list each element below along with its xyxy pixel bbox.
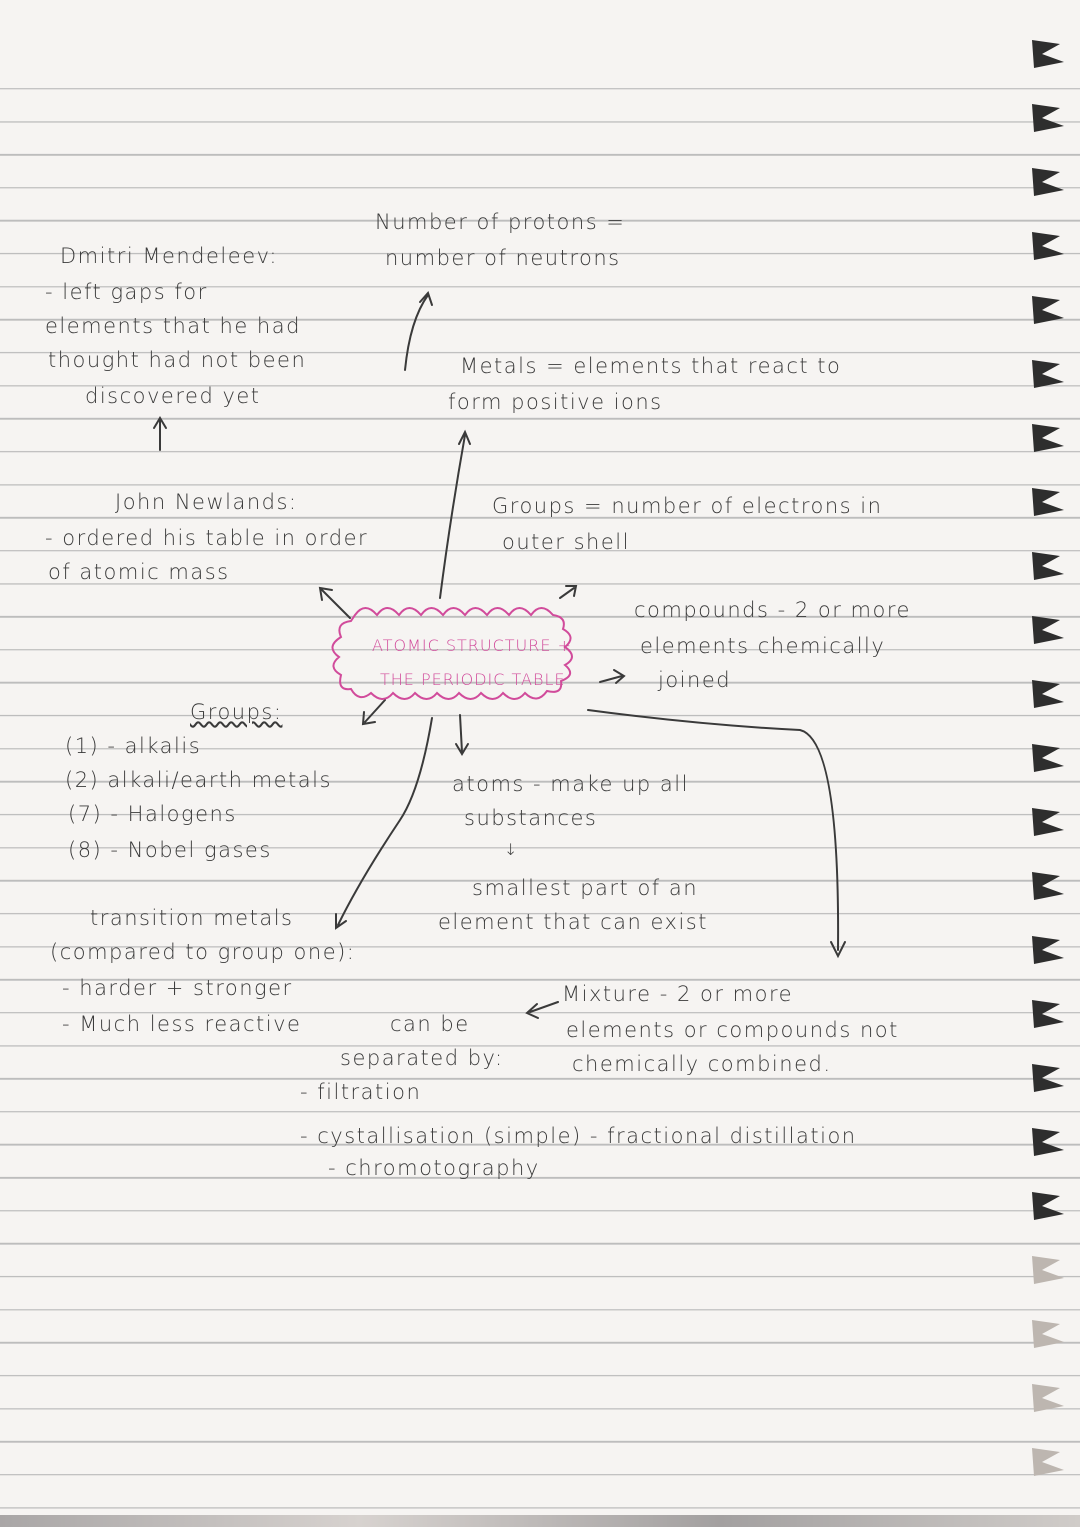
- arrow-mixture-canbe: [527, 1002, 558, 1018]
- protons-line2: number of neutrons: [385, 246, 621, 270]
- photo-bottom-edge: [0, 1515, 1080, 1527]
- groups-list-item-1: (2) alkali/earth metals: [65, 768, 332, 792]
- atoms-arrow: ↓: [504, 840, 519, 859]
- separation-line5: - chromotography: [328, 1156, 540, 1180]
- metals-line1: Metals = elements that react to: [460, 354, 842, 378]
- groups-list-item-0: (1) - alkalis: [65, 734, 202, 758]
- groups-def-line2: outer shell: [502, 530, 630, 554]
- mendeleev-line-0: - left gaps for: [45, 280, 208, 304]
- arrow-to-compounds: [600, 670, 624, 683]
- transition-line2: (compared to group one):: [50, 940, 356, 964]
- compounds-line2: elements chemically: [640, 634, 886, 658]
- newlands-line1: - ordered his table in order: [45, 526, 369, 550]
- mixture-line1: Mixture - 2 or more: [562, 982, 794, 1006]
- arrow-to-mendeleev: [154, 418, 166, 450]
- separation-line3: - filtration: [300, 1080, 422, 1104]
- mixture-line2: elements or compounds not: [566, 1018, 899, 1042]
- groups-list-item-3: (8) - Nobel gases: [68, 838, 272, 862]
- atoms-line1: atoms - make up all: [452, 772, 689, 796]
- atoms-line4: element that can exist: [438, 910, 708, 934]
- atoms-line3: smallest part of an: [472, 876, 699, 900]
- mendeleev-title: Dmitri Mendeleev:: [60, 244, 278, 268]
- compounds-line3: joined: [658, 668, 732, 692]
- arrow-to-groups-list: [363, 700, 385, 724]
- mendeleev-line-2: thought had not been: [48, 348, 307, 372]
- center-title-line2: THE PERIODIC TABLE: [380, 670, 566, 689]
- separation-line2: separated by:: [340, 1046, 504, 1070]
- transition-line3: - harder + stronger: [62, 976, 293, 1000]
- transition-line1: transition metals: [90, 906, 294, 930]
- transition-line4: - Much less reactive: [62, 1012, 302, 1036]
- newlands-title: John Newlands:: [115, 490, 298, 514]
- mixture-line3: chemically combined.: [572, 1052, 832, 1076]
- metals-line2: form positive ions: [448, 390, 663, 414]
- separation-line4: - cystallisation (simple) - fractional distillation: [300, 1124, 857, 1148]
- groups-list-item-2: (7) - Halogens: [68, 802, 237, 826]
- newlands-line2: of atomic mass: [48, 560, 230, 584]
- arrow-to-newlands: [320, 588, 350, 618]
- compounds-line1: compounds - 2 or more: [634, 598, 911, 622]
- separation-line1: can be: [390, 1012, 470, 1036]
- arrow-to-atoms: [456, 715, 468, 754]
- mendeleev-line-3: discovered yet: [85, 384, 261, 408]
- arrow-to-metals: [440, 432, 470, 598]
- protons-line1: Number of protons =: [375, 210, 626, 234]
- center-title-line1: ATOMIC STRUCTURE +: [372, 636, 572, 655]
- atoms-line2: substances: [464, 806, 598, 830]
- arrow-to-transition: [336, 718, 432, 928]
- arrow-to-protons: [405, 293, 432, 370]
- arrow-to-groups-def: [560, 586, 576, 598]
- groups-def-line1: Groups = number of electrons in: [492, 494, 883, 518]
- groups-list-title: Groups:: [190, 700, 283, 724]
- mendeleev-line-1: elements that he had: [45, 314, 301, 338]
